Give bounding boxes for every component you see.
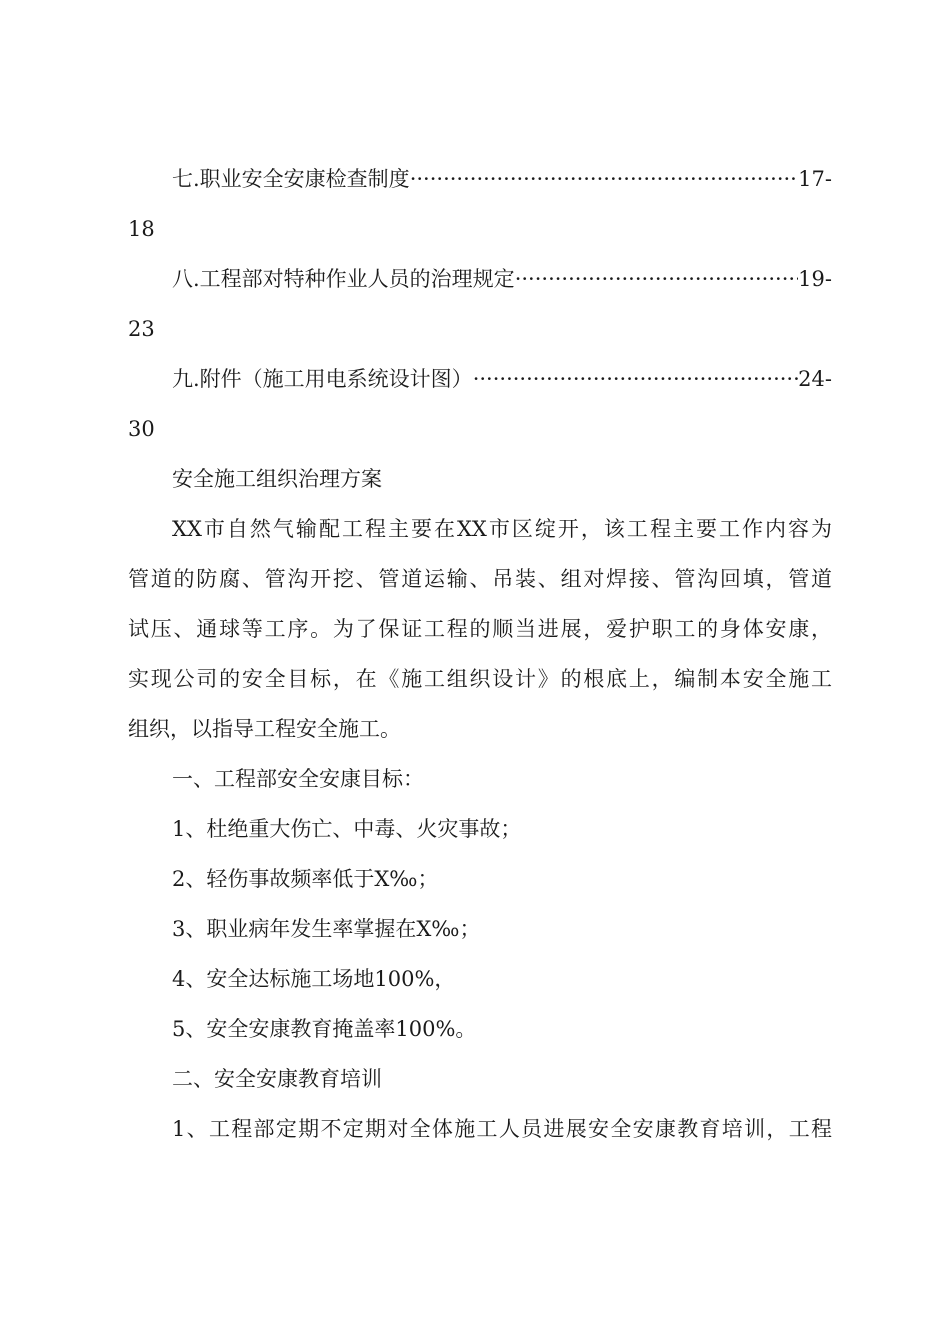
toc-entry-title: 九.附件（施工用电系统设计图） [172,367,473,391]
toc-leader-dots [515,254,798,304]
list-item: 5、安全安康教育掩盖率100%。 [172,1017,477,1041]
toc-entry-page-end: 30 [128,417,155,441]
toc-leader-dots [410,154,798,204]
toc-entry-title: 八.工程部对特种作业人员的治理规定 [172,267,515,291]
toc-entry-page-start: 24- [798,367,832,391]
document-page [128,154,832,1154]
list-item: 3、职业病年发生率掌握在X‰； [172,917,481,941]
toc-entry-9 [128,354,832,404]
section-paragraph-line: 1、工程部定期不定期对全体施工人员进展安全安康教育培训，工程 [172,1117,832,1141]
section-title: 二、安全安康教育培训 [172,1067,382,1091]
document-heading: 安全施工组织治理方案 [172,467,382,491]
toc-leader-dots [473,354,798,404]
intro-paragraph-line: 实现公司的安全目标，在《施工组织设计》的根底上，编制本安全施工 [128,667,832,691]
toc-entry-page-end: 18 [128,217,155,241]
section-title: 一、工程部安全安康目标： [172,767,424,791]
toc-entry-8 [128,254,832,304]
intro-paragraph-line: XX市自然气输配工程主要在XX市区绽开，该工程主要工作内容为 [172,517,832,541]
toc-entry-title: 七.职业安全安康检查制度 [172,167,410,191]
intro-paragraph-line: 试压、通球等工序。为了保证工程的顺当进展，爱护职工的身体安康， [128,617,832,641]
intro-paragraph-line: 管道的防腐、管沟开挖、管道运输、吊装、组对焊接、管沟回填，管道 [128,567,832,591]
toc-entry-page-start: 19- [798,267,832,291]
list-item: 1、杜绝重大伤亡、中毒、火灾事故； [172,817,522,841]
toc-entry-page-start: 17- [798,167,832,191]
list-item: 4、安全达标施工场地100%， [172,967,456,991]
intro-paragraph-line: 组织，以指导工程安全施工。 [128,717,401,741]
toc-entry-7 [128,154,832,204]
list-item: 2、轻伤事故频率低于X‰； [172,867,439,891]
toc-entry-page-end: 23 [128,317,155,341]
